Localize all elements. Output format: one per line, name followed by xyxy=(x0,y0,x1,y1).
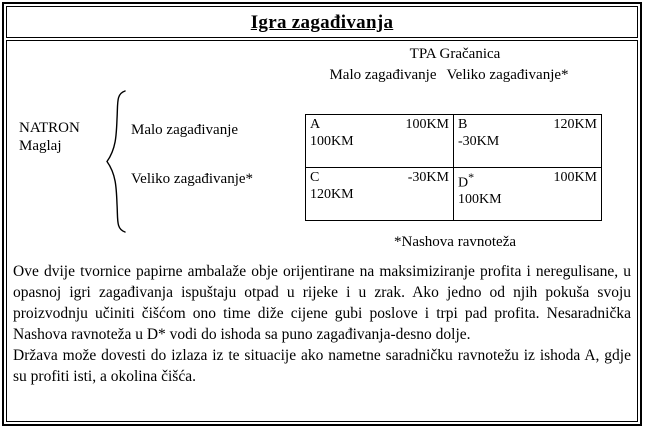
matrix-footnote: *Nashova ravnoteža xyxy=(393,234,517,250)
cell-b-id: B xyxy=(458,117,468,132)
row-player-label-line2: Maglaj xyxy=(19,137,62,154)
payoff-matrix-diagram xyxy=(7,41,637,259)
column-headers xyxy=(289,67,609,84)
matrix-cell-c xyxy=(306,168,454,221)
matrix-cell-a xyxy=(306,115,454,168)
cell-b-row-payoff: -30KM xyxy=(458,133,500,149)
curly-brace-icon xyxy=(103,89,129,234)
column-player-label: TPA Gračanica xyxy=(409,46,501,62)
row-header-0: Malo zagađivanje xyxy=(131,122,239,138)
row-header-1: Veliko zagađivanje* xyxy=(131,171,254,187)
nash-equilibrium-star: * xyxy=(468,170,475,184)
cell-d-id: D xyxy=(458,175,469,191)
payoff-matrix-table xyxy=(305,114,602,221)
matrix-cell-d xyxy=(454,168,602,221)
cell-c-id: C xyxy=(310,170,320,185)
cell-a-id: A xyxy=(310,117,321,132)
slide-frame xyxy=(2,2,642,426)
matrix-cell-b xyxy=(454,115,602,168)
column-header-0: Malo zagađivanje xyxy=(329,67,437,83)
paragraph-1: Ove dvije tvornice papirne ambalaže obje orijentirane na maksimiziranje profita i neregulisane, u opasnoj igri zagađivanja ispuštaju otpad u rijeke i u zrak. Ako jedno od njih pokuša svoju proizvodnju učiniti čišćom ono time diže cijene gubi poslove i trpi pad profita. Nesaradnička Nashova ravnoteža u D* vodi do ishoda sa puno zagađivanja-desno dolje. xyxy=(13,263,631,344)
row-player-label xyxy=(19,120,109,155)
cell-c-col-payoff: -30KM xyxy=(407,170,449,185)
page-title: Igra zagađivanja xyxy=(250,11,394,33)
cell-b-col-payoff: 120KM xyxy=(553,117,597,132)
paragraph-2: Država može dovesti do izlaza iz te situacije ako nametne saradničku ravnotežu iz ishoda A, gdje su profiti isti, a okolina čišća. xyxy=(13,347,631,386)
title-band xyxy=(6,6,638,38)
table-row xyxy=(306,168,602,221)
column-header-1: Veliko zagađivanje* xyxy=(446,67,569,83)
cell-a-row-payoff: 100KM xyxy=(310,133,354,149)
cell-c-row-payoff: 120KM xyxy=(310,186,354,202)
explanation-text xyxy=(13,261,631,387)
row-player-label-line1: NATRON xyxy=(19,120,80,136)
table-row xyxy=(306,115,602,168)
cell-a-col-payoff: 100KM xyxy=(405,117,449,132)
cell-d-row-payoff: 100KM xyxy=(458,192,502,208)
cell-d-col-payoff: 100KM xyxy=(553,170,597,185)
content-band xyxy=(6,40,638,422)
